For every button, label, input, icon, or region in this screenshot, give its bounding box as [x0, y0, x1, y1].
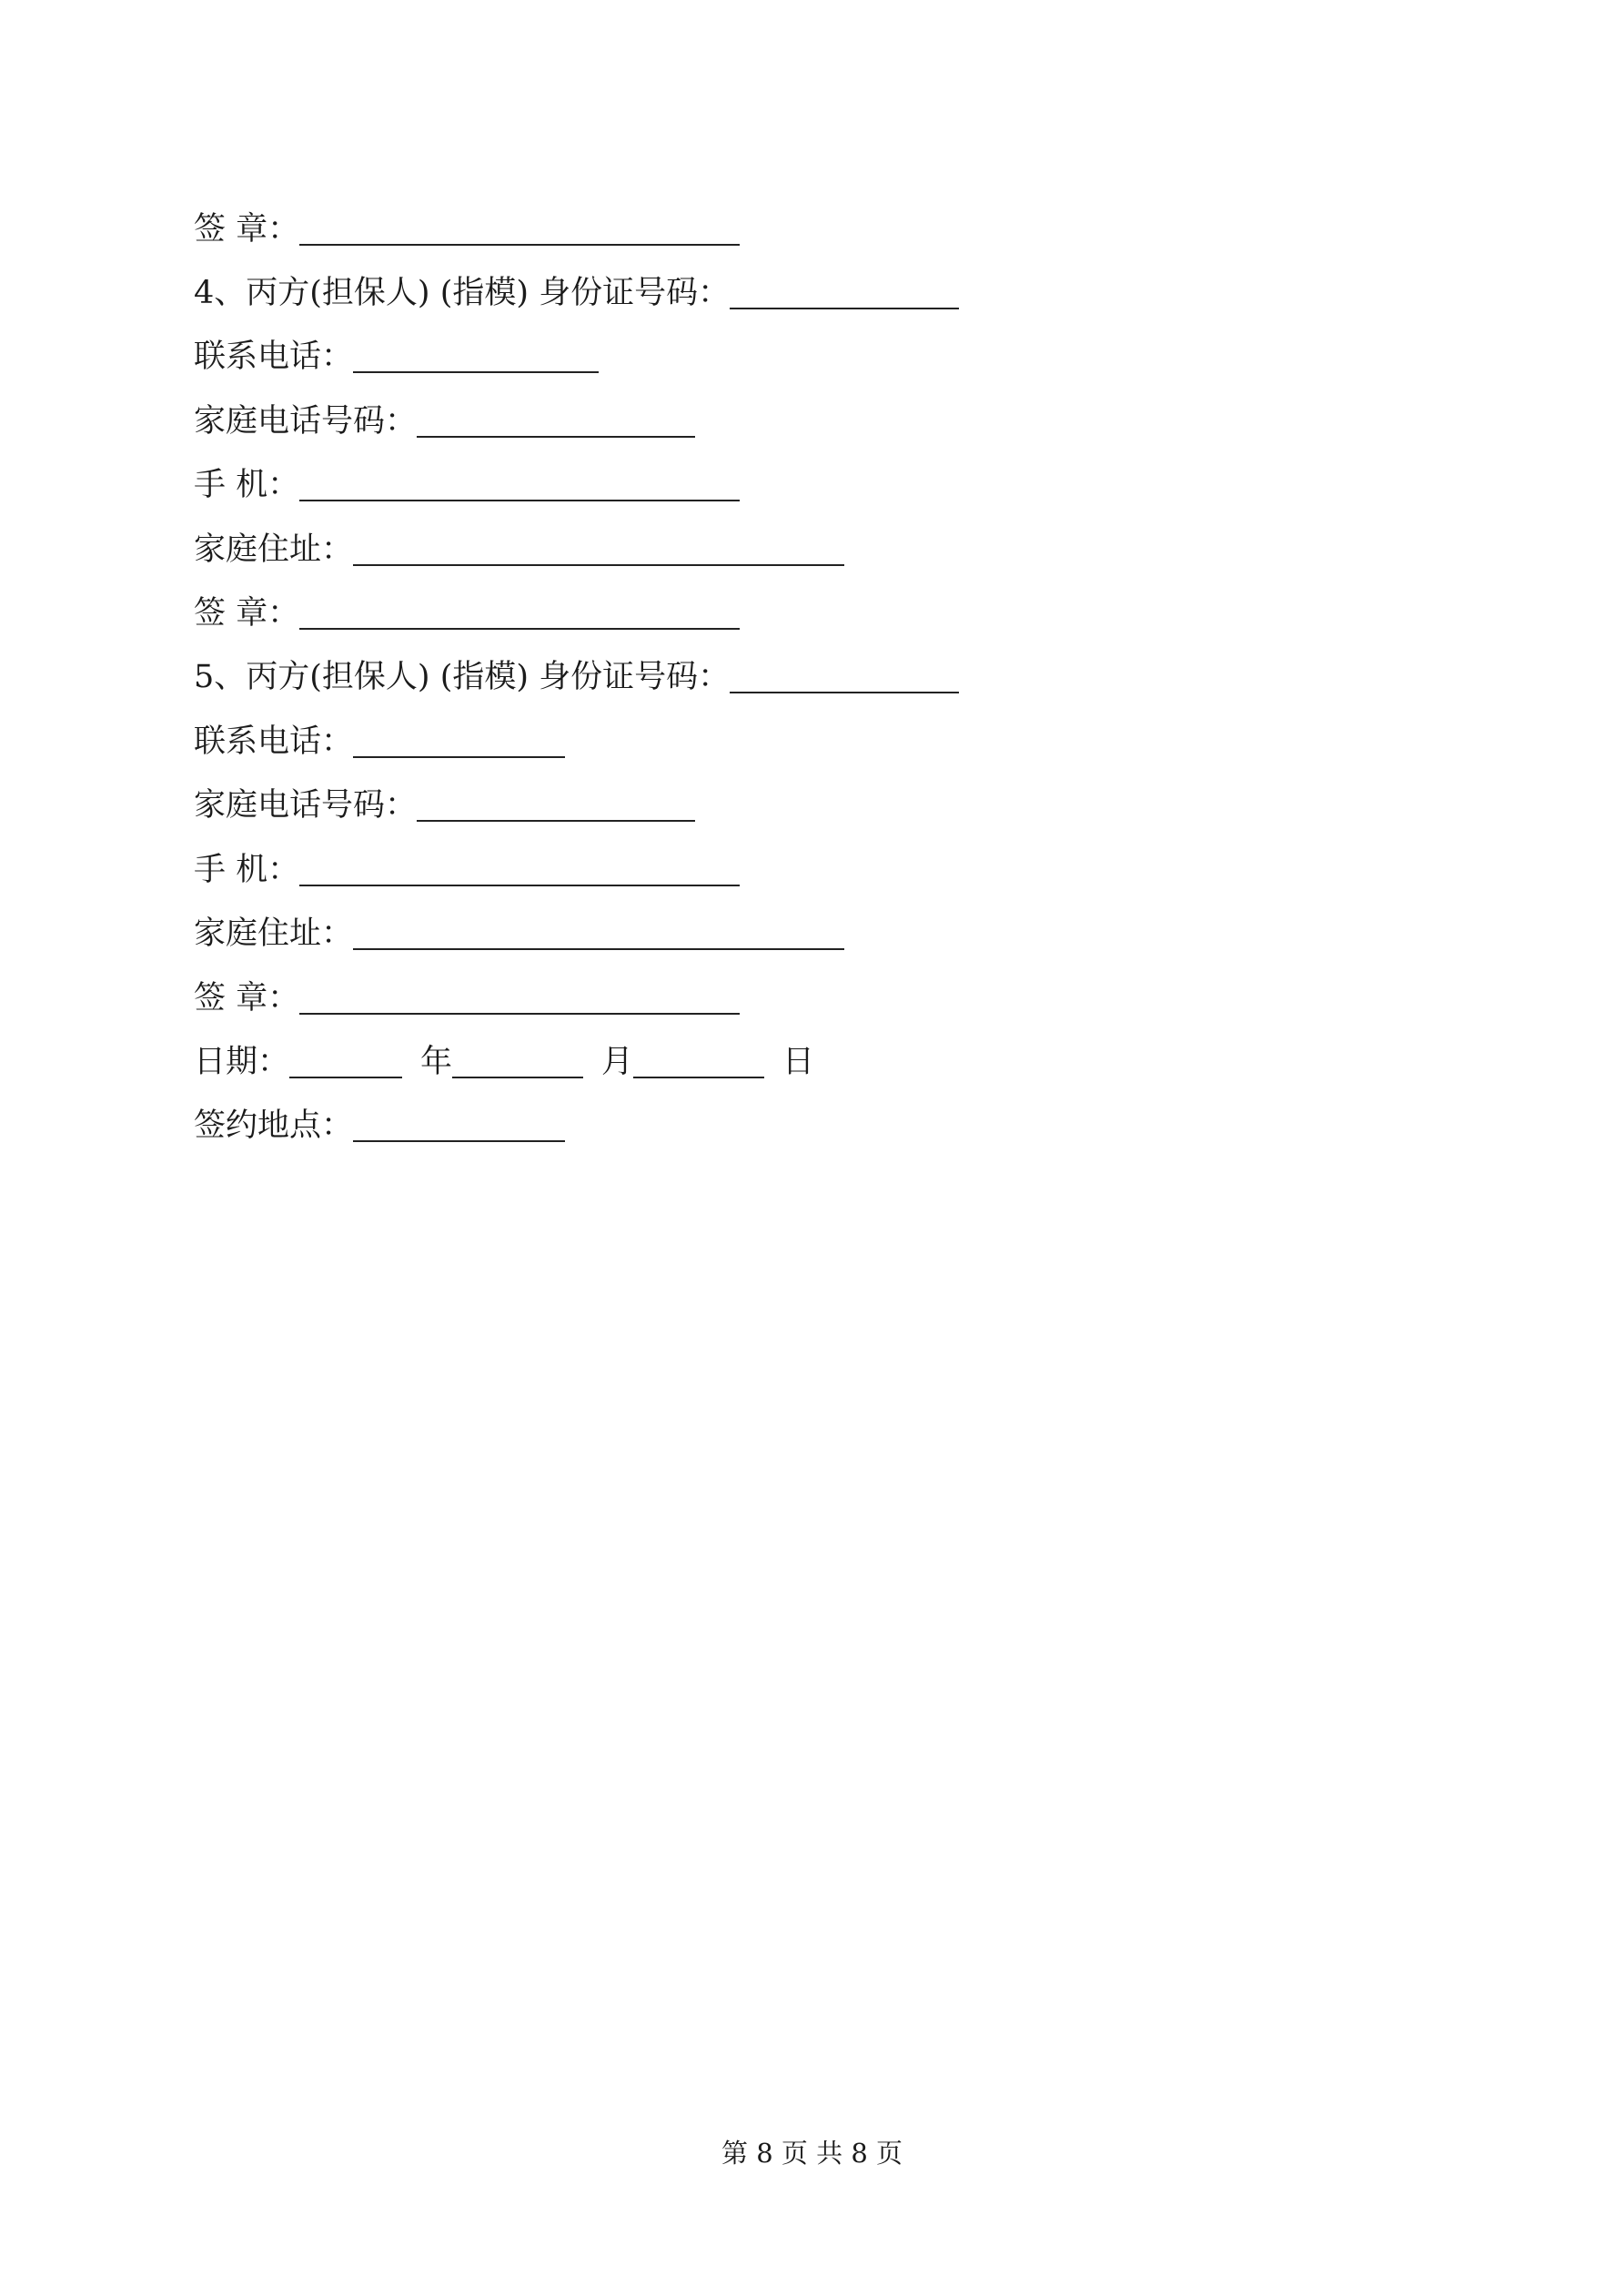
- guarantor-5-contact-phone-line: [194, 716, 565, 762]
- address-label: 家庭住址：: [194, 915, 354, 952]
- year-label: 年: [420, 1044, 453, 1080]
- contact-phone-label: 联系电话：: [194, 339, 354, 375]
- guarantor-4-id-blank[interactable]: [730, 275, 959, 309]
- date-label: 日期：: [194, 1044, 290, 1080]
- month-label: 月: [601, 1044, 634, 1080]
- contact-phone-label: 联系电话：: [194, 723, 354, 760]
- signing-place-line: [194, 1100, 565, 1146]
- guarantor-5-id-blank[interactable]: [730, 659, 959, 693]
- guarantor-5-seal-line: [194, 973, 740, 1018]
- address-label: 家庭住址：: [194, 531, 354, 568]
- year-blank[interactable]: [289, 1044, 402, 1078]
- home-phone-blank[interactable]: [417, 787, 695, 822]
- contact-phone-blank[interactable]: [353, 723, 565, 758]
- guarantor-5-id-line: [194, 652, 959, 697]
- contact-phone-blank[interactable]: [353, 339, 599, 373]
- home-phone-label: 家庭电话号码：: [194, 787, 418, 824]
- guarantor-4-address-line: [194, 524, 844, 570]
- signing-place-label: 签约地点：: [194, 1108, 354, 1144]
- guarantor-4-id-label: 4、丙方(担保人) (指模) 身份证号码：: [194, 275, 731, 311]
- guarantor-5-id-label: 5、丙方(担保人) (指模) 身份证号码：: [194, 659, 731, 695]
- month-blank[interactable]: [452, 1044, 583, 1078]
- seal-blank[interactable]: [299, 211, 740, 246]
- signing-place-blank[interactable]: [353, 1108, 565, 1142]
- day-blank[interactable]: [633, 1044, 764, 1078]
- guarantor-5-home-phone-line: [194, 780, 695, 825]
- date-line: [194, 1037, 814, 1082]
- guarantor-4-seal-line: [194, 588, 740, 633]
- seal-label: 签 章：: [194, 211, 300, 248]
- mobile-blank[interactable]: [299, 852, 740, 886]
- seal-label: 签 章：: [194, 595, 300, 632]
- day-label: 日: [782, 1044, 815, 1080]
- guarantor-5-address-line: [194, 908, 844, 954]
- seal-blank[interactable]: [299, 595, 740, 630]
- guarantor-5-mobile-line: [194, 845, 740, 890]
- address-blank[interactable]: [353, 915, 844, 950]
- seal-blank[interactable]: [299, 980, 740, 1015]
- mobile-blank[interactable]: [299, 467, 740, 501]
- seal-label: 签 章：: [194, 980, 300, 1017]
- guarantor-4-contact-phone-line: [194, 331, 599, 377]
- mobile-label: 手 机：: [194, 467, 300, 503]
- home-phone-label: 家庭电话号码：: [194, 403, 418, 440]
- seal-line: [194, 204, 740, 249]
- address-blank[interactable]: [353, 531, 844, 566]
- home-phone-blank[interactable]: [417, 403, 695, 438]
- page-footer: 第 8 页 共 8 页: [721, 2138, 903, 2169]
- guarantor-4-home-phone-line: [194, 396, 695, 441]
- mobile-label: 手 机：: [194, 852, 300, 888]
- guarantor-4-id-line: [194, 268, 959, 313]
- guarantor-4-mobile-line: [194, 460, 740, 505]
